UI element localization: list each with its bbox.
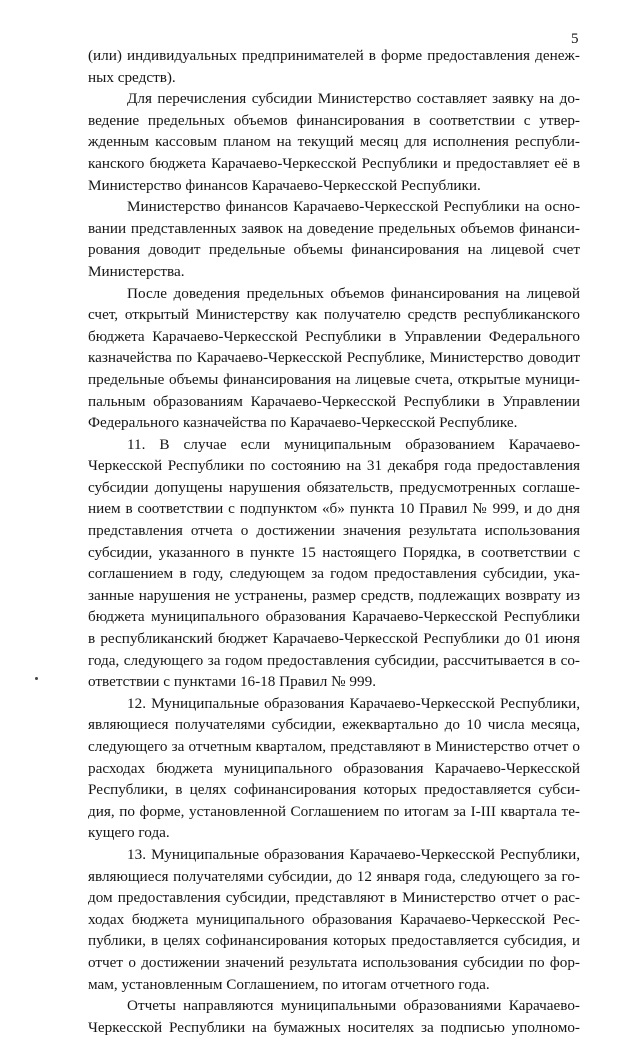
text-line: Черкесской Республики по состоянию на 31 декабря года предоставления [88, 457, 580, 475]
text-line: Министерство финансов Карачаево-Черкесской Республики. [88, 176, 481, 194]
text-line: После доведения предельных объемов финансирования на лицевой [127, 284, 580, 302]
text-line: в республиканский бюджет Карачаево-Черкесской Республики до 01 июня [88, 630, 580, 648]
text-line: Отчеты направляются муниципальными образованиями Карачаево- [127, 997, 580, 1015]
text-line: бюджета муниципального образования Карачаево-Черкесской Республики [88, 608, 580, 626]
text-line: рования доводит предельные объемы финансирования на лицевой счет [88, 241, 580, 259]
text-line: 13. Муниципальные образования Карачаево-Черкесской Республики, [127, 845, 580, 863]
paragraph [88, 196, 580, 282]
paragraph [88, 995, 580, 1038]
text-line: дия, по форме, установленной Соглашением по итогам за I-III квартала те- [88, 802, 580, 820]
text-line: являющиеся получателями субсидии, ежеквартально до 10 числа месяца, [88, 716, 580, 734]
text-line: Республики, в целях софинансирования которых предоставляется субси- [88, 781, 580, 799]
text-line: субсидии допущены нарушения обязательств, предусмотренных соглаше- [88, 478, 580, 496]
paragraph [88, 844, 580, 995]
text-line: ответствии с пунктами 16-18 Правил № 999. [88, 673, 377, 691]
text-line: Министерство финансов Карачаево-Черкесской Республики на осно- [127, 198, 580, 216]
paragraph [88, 283, 580, 434]
text-line: Министерства. [88, 262, 185, 280]
text-line: нием в соответствии с подпунктом «б» пункта 10 Правил № 999, и до дня [88, 500, 580, 518]
paragraph [88, 693, 580, 844]
text-line: вании представленных заявок на доведение предельных объемов финанси- [88, 219, 580, 237]
text-line: Черкесской Республики на бумажных носителях за подписью уполномо- [88, 1018, 580, 1036]
scan-artifact-dot [35, 677, 38, 680]
text-line: публики, в целях софинансирования которых предоставляется субсидия, и [88, 932, 580, 950]
text-line: ведение предельных объемов финансирования в соответствии с утвер- [88, 111, 580, 129]
text-line: предельные объемы финансирования на лицевые счета, открытые муници- [88, 370, 580, 388]
text-line: 12. Муниципальные образования Карачаево-Черкесской Республики, [127, 694, 580, 712]
text-line: являющиеся получателями субсидии, до 12 января года, следующего за го- [88, 867, 580, 885]
text-line: бюджета Карачаево-Черкесской Республики в Управлении Федерального [88, 327, 580, 345]
paragraph [88, 88, 580, 196]
text-line: следующего за отчетным кварталом, представляют в Министерство отчет о [88, 738, 580, 755]
text-line: соглашением в году, следующем за годом предоставления субсидии, ука- [88, 565, 580, 583]
text-line: дом предоставления субсидии, представляют в Министерство отчет о рас- [88, 889, 580, 907]
text-line: казначейства по Карачаево-Черкесской Республике, Министерство доводит [88, 349, 580, 367]
text-line: представления отчета о достижении значения результата использования [88, 522, 580, 540]
text-line: 11. В случае если муниципальным образованием Карачаево- [127, 435, 580, 453]
text-line: канского бюджета Карачаево-Черкесской Республики и предоставляет её в [88, 154, 580, 172]
text-line: Федерального казначейства по Карачаево-Черкесской Республике. [88, 414, 518, 432]
text-line: пальным образованиям Карачаево-Черкесской Республики в Управлении [88, 392, 580, 410]
text-line: кущего года. [88, 824, 170, 842]
paragraph [88, 434, 580, 693]
text-line: ных средств). [88, 68, 176, 86]
text-line: мам, установленным Соглашением, по итогам отчетного года. [88, 975, 490, 993]
text-line: (или) индивидуальных предпринимателей в форме предоставления денеж- [88, 47, 580, 64]
text-line: Для перечисления субсидии Министерство составляет заявку на до- [127, 90, 580, 108]
text-line: занные нарушения не устранены, размер средств, подлежащих возврату из [88, 586, 580, 604]
text-line: жденным кассовым планом на текущий месяц для исполнения республи- [88, 133, 580, 151]
paragraph [88, 45, 580, 88]
text-line: счет, открытый Министерству как получателю средств республиканского [88, 306, 580, 324]
text-line: отчет о достижении значений результата использования субсидии по фор- [88, 953, 580, 971]
text-line: субсидии, указанного в пункте 15 настоящего Порядка, в соответствии с [88, 543, 580, 561]
page-number: 5 [571, 31, 579, 47]
text-line: года, следующего за годом предоставления субсидии, рассчитывается в со- [88, 651, 580, 669]
document-body [88, 45, 580, 1038]
text-line: ходах бюджета муниципального образования Карачаево-Черкесской Рес- [88, 910, 580, 928]
text-line: расходах бюджета муниципального образования Карачаево-Черкесской [88, 759, 580, 777]
